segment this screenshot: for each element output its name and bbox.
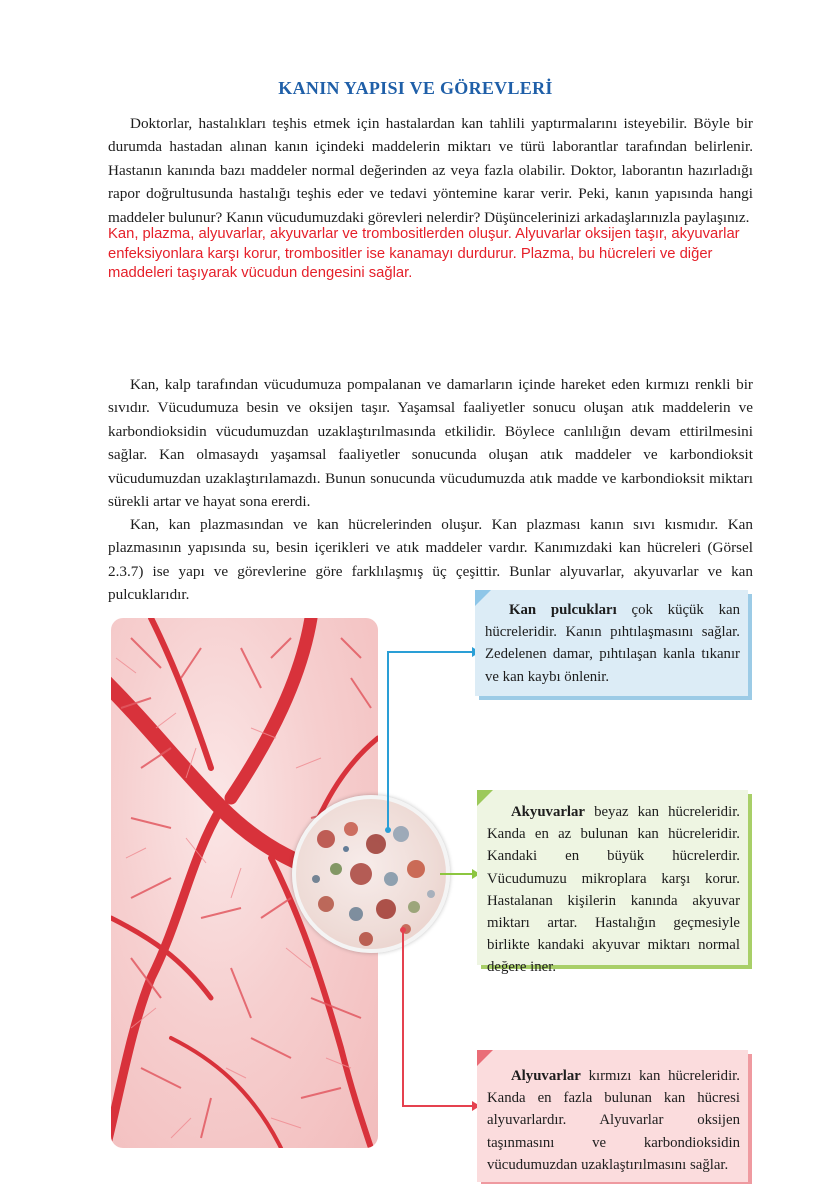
card-corner-accent: [477, 790, 493, 806]
platelet-term: Kan pulcukları: [509, 602, 617, 618]
platelet-info-card: [475, 590, 748, 696]
card-corner-accent: [475, 590, 491, 606]
white-blood-cell-info-card: [477, 790, 748, 976]
body-paragraph-2: Kan, kan plazmasından ve kan hücrelerinden oluşur. Kan plazması kanın sıvı kısmıdır. Kan plazmasının yapısında su, besin içerikleri ve atık maddeler vardır. Kanımızdaki kan hücreleri (Görsel 2.3.7) ise yapı ve görevlerine göre farklılaşmış üç çeşittir. Bunlar alyuvarlar, akyuvarlar ve kan pulcuklarıdır.: [108, 516, 753, 604]
body-paragraph-1: Kan, kalp tarafından vücudumuza pompalanan ve damarların içinde hareket eden kırmızı renkli bir sıvıdır. Vücudumuza besin ve oksijen taşır. Yaşamsal faaliyetler sonucu oluşan atık maddelerin ve karbondioksidin vücudumuzdan uzaklaştırılmasında etkilidir. Böylece canlılığın devam ettirilmesini sağlar. Kan olmasaydı yaşamsal faaliyetler sonucunda oluşan atık maddeler ve karbondioksit vücudumuzdan uzaklaştırılamazdı. Bunun sonucunda vücudumuzda atık madde ve karbondioksit miktarı sürekli artar ve hayat sona ererdi.: [108, 376, 753, 511]
rbc-term: Alyuvarlar: [511, 1068, 581, 1084]
handwritten-answer: Kan, plazma, alyuvarlar, akyuvarlar ve trombositlerden oluşur. Alyuvarlar oksijen taşır, akyuvarlar enfeksiyonlara karşı korur, trombositler ise kanamayı durdurur. Plazma, bu hücreleri ve diğer maddeleri taşıyarak vücudun dengesini sağlar.: [108, 226, 740, 281]
intro-paragraph: Doktorlar, hastalıkları teşhis etmek için hastalardan kan tahlili yaptırmalarını isteyebilir. Böyle bir durumda hastadan alınan kanın içindeki maddelerin miktarı ve türü laborantlar tarafından belirlenir. Hastanın kanında bazı maddeler normal değerinden az veya fazla olabilir. Doktor, laborantın hazırladığı rapor doğrultusunda hastalığı teşhis eder ve tedavi yöntemine karar verir. Peki, kanın yapısında hangi maddeler bulunur? Kanın vücudumuzdaki görevleri nelerdir? Düşüncelerinizi arkadaşlarınızla paylaşınız.: [108, 115, 753, 226]
wbc-term: Akyuvarlar: [511, 804, 585, 820]
red-blood-cell-info-card: [477, 1050, 748, 1182]
card-corner-accent: [477, 1050, 493, 1066]
page-title: KANIN YAPISI VE GÖREVLERİ: [278, 78, 553, 98]
rbc-description: kırmızı kan hücreleridir. Kanda en fazla bulunan kan hücresi alyuvarlardır. Alyuvarlar oksijen taşınmasını ve karbondioksidin vücudumuzdan uzaklaştırılmasını sağlar.: [487, 1068, 740, 1173]
wbc-description: beyaz kan hücreleridir. Kanda en az bulunan kan hücreleridir. Kandaki en büyük hücrelerdir. Vücudumuzu mikroplara karşı korur. Hastalanan kişilerin kanında akyuvar miktarı artar. Hastalığın geçmesiyle birlikte kandaki akyuvar miktarı normal değere iner.: [487, 804, 740, 976]
platelet-description: çok küçük kan hücreleridir. Kanın pıhtılaşmasını sağlar. Zedelenen damar, pıhtılaşan kanla tıkanır ve kan kaybı önlenir.: [485, 602, 740, 685]
